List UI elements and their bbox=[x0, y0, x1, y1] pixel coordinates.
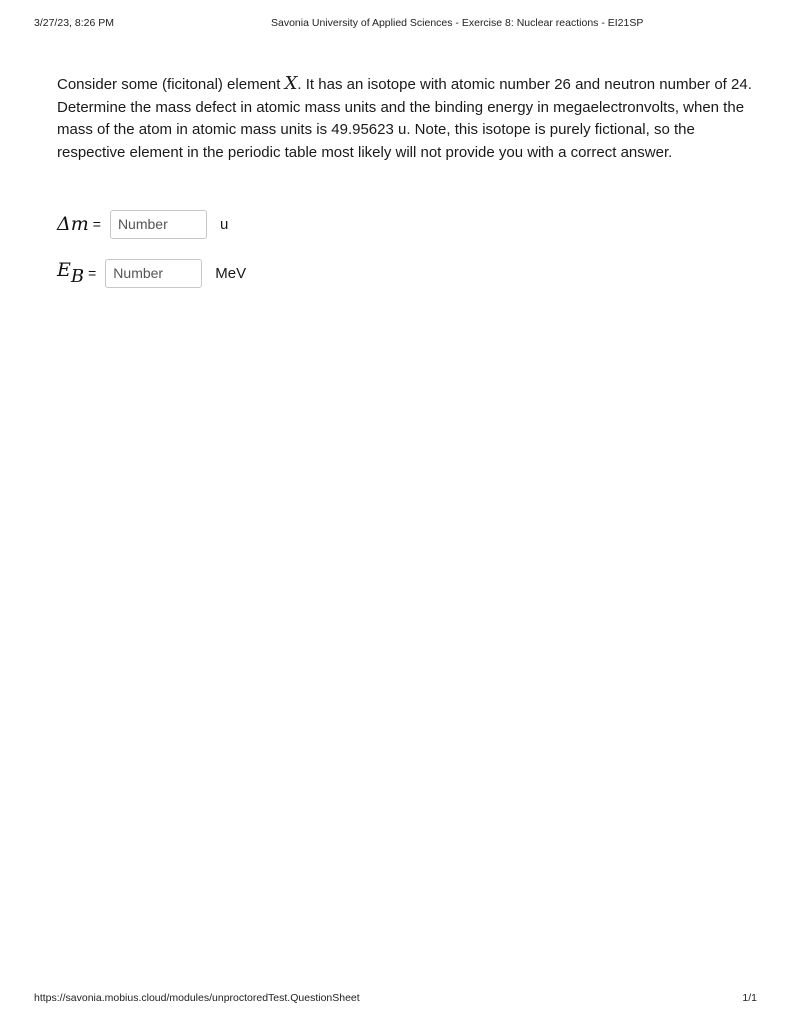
binding-energy-input[interactable] bbox=[105, 259, 202, 288]
print-datetime: 3/27/23, 8:26 PM bbox=[34, 17, 114, 29]
element-symbol: X bbox=[284, 73, 298, 94]
mass-defect-symbol: Δm bbox=[57, 213, 89, 235]
question-text-after: . It has an isotope with atomic number 26 and neutron number of 24. Determine the mass defect in atomic mass units and the binding energy in megaelectronvolts, when the mass of the atom in atomic mass units is 49.95623 u. Note, this isotope is purely fictional, so the respective element in the periodic table most likely will not provide you with a correct answer. bbox=[57, 76, 752, 161]
page-title: Savonia University of Applied Sciences - Exercise 8: Nuclear reactions - EI21SP bbox=[271, 17, 644, 29]
question-text-before: Consider some (ficitonal) element bbox=[57, 76, 285, 93]
binding-energy-unit: MeV bbox=[215, 264, 247, 282]
question-text bbox=[57, 73, 757, 164]
page-number: 1/1 bbox=[742, 992, 757, 1004]
mass-defect-input[interactable] bbox=[110, 210, 207, 239]
binding-energy-symbol bbox=[57, 259, 84, 287]
binding-energy-symbol-base: E bbox=[57, 259, 71, 281]
page-url: https://savonia.mobius.cloud/modules/unproctoredTest.QuestionSheet bbox=[34, 992, 360, 1004]
mass-defect-row bbox=[57, 209, 228, 239]
binding-energy-row bbox=[57, 258, 246, 288]
mass-defect-equals: = bbox=[92, 216, 101, 232]
mass-defect-unit: u bbox=[219, 215, 229, 233]
binding-energy-symbol-sub: B bbox=[70, 266, 85, 287]
binding-energy-equals: = bbox=[88, 265, 97, 281]
